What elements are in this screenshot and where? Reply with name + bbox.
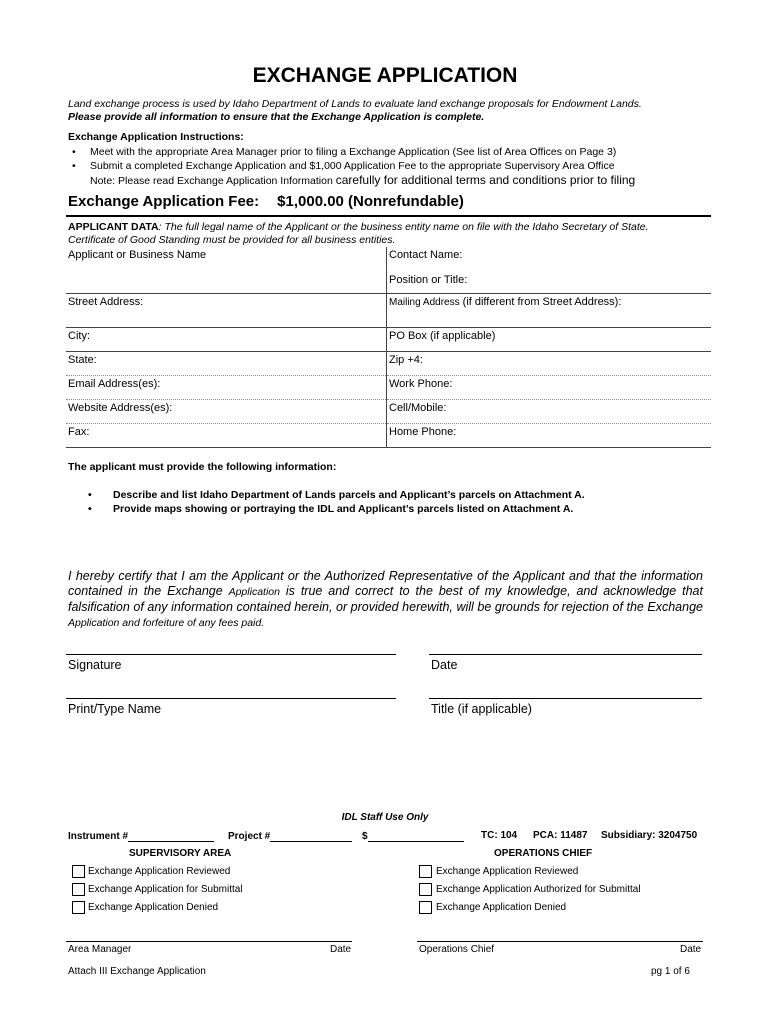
checkbox-label: Exchange Application Denied bbox=[88, 902, 219, 913]
ops-chief-label: Operations Chief bbox=[419, 944, 495, 955]
po-box-field[interactable]: PO Box (if applicable) bbox=[387, 327, 712, 351]
fee-amount: $1,000.00 (Nonrefundable) bbox=[277, 193, 464, 210]
page-title: EXCHANGE APPLICATION bbox=[252, 64, 518, 87]
intro-line-1: Land exchange process is used by Idaho Department of Lands to evaluate land exchange proposals for Endowment Lands. bbox=[68, 98, 642, 110]
intro-text bbox=[68, 98, 718, 124]
title-line[interactable] bbox=[429, 698, 702, 699]
applicant-data-header: APPLICANT DATA: The full legal name of the Applicant or the business entity name on file with the Idaho Secretary of State. Certificate of Good Standing must be provided for all business entities. bbox=[68, 221, 649, 246]
position-field[interactable]: Position or Title: bbox=[389, 274, 468, 286]
applicant-name-field[interactable]: Applicant or Business Name bbox=[66, 247, 387, 293]
instructions-heading: Exchange Application Instructions: bbox=[68, 131, 244, 143]
tc-code: TC: 104 bbox=[481, 830, 518, 841]
instructions-list bbox=[72, 145, 616, 173]
work-phone-field[interactable]: Work Phone: bbox=[387, 375, 712, 399]
instruction-item: • Meet with the appropriate Area Manager prior to filing a Exchange Application (See list of Area Offices on Page 3) bbox=[72, 146, 617, 158]
requirement-item: • Describe and list Idaho Department of Lands parcels and Applicant’s parcels on Attachment A. bbox=[88, 489, 585, 501]
ops-chief-date-label: Date bbox=[680, 944, 702, 955]
checkbox-area-denied[interactable] bbox=[72, 901, 85, 914]
requirement-item: • Provide maps showing or portraying the IDL and Applicant’s parcels listed on Attachment A. bbox=[88, 503, 574, 515]
zip-field[interactable]: Zip +4: bbox=[387, 351, 712, 375]
print-name-label: Print/Type Name bbox=[68, 702, 162, 716]
certification-statement: I hereby certify that I am the Applicant or the Authorized Representative of the Applicant and that the information contained in the Exchange Application is true and correct to the best of my knowledge, and acknowledge that falsification of any information contained herein, or provided herewith, will be grounds for rejection of the Exchange Application and forfeiture of any fees paid. bbox=[68, 569, 703, 629]
ops-chief-line[interactable] bbox=[417, 941, 703, 942]
area-manager-label: Area Manager bbox=[68, 944, 132, 955]
checkbox-ops-authorized[interactable] bbox=[419, 883, 432, 896]
pca-code: PCA: 11487 bbox=[533, 830, 588, 841]
area-manager-date-label: Date bbox=[330, 944, 352, 955]
checkbox-label: Exchange Application Reviewed bbox=[436, 866, 579, 877]
area-manager-line[interactable] bbox=[66, 941, 352, 942]
date-label: Date bbox=[431, 658, 458, 672]
instrument-field[interactable]: Instrument # bbox=[68, 830, 214, 842]
divider bbox=[66, 215, 711, 217]
fee-label: Exchange Application Fee: bbox=[68, 193, 260, 210]
intro-line-2: Please provide all information to ensure that the Exchange Application is complete. bbox=[68, 111, 485, 123]
application-fee bbox=[68, 193, 464, 210]
page-number: pg 1 of 6 bbox=[651, 966, 690, 977]
checkbox-area-submittal[interactable] bbox=[72, 883, 85, 896]
mailing-address-field[interactable]: Mailing Address (if different from Street Address): bbox=[387, 293, 712, 327]
requirements-list bbox=[88, 488, 585, 516]
cell-phone-field[interactable]: Cell/Mobile: bbox=[387, 399, 712, 423]
instructions-note: Note: Please read Exchange Application Information carefully for additional terms and conditions prior to filing bbox=[90, 173, 636, 187]
fax-field[interactable]: Fax: bbox=[66, 423, 387, 447]
street-address-field[interactable]: Street Address: bbox=[66, 293, 387, 327]
email-field[interactable]: Email Address(es): bbox=[66, 375, 387, 399]
checkbox-label: Exchange Application Reviewed bbox=[88, 866, 231, 877]
signature-label: Signature bbox=[68, 658, 122, 672]
checkbox-label: Exchange Application for Submittal bbox=[88, 884, 243, 895]
project-field[interactable]: Project # bbox=[228, 830, 352, 842]
website-field[interactable]: Website Address(es): bbox=[66, 399, 387, 423]
footer-doc-name: Attach III Exchange Application bbox=[68, 966, 206, 977]
staff-use-heading: IDL Staff Use Only bbox=[341, 812, 429, 823]
instruction-item: • Submit a completed Exchange Application and $1,000 Application Fee to the appropriate Supervisory Area Office bbox=[72, 160, 615, 172]
title-label: Title (if applicable) bbox=[431, 702, 532, 716]
supervisory-area-heading: SUPERVISORY AREA bbox=[129, 848, 232, 859]
checkbox-area-reviewed[interactable] bbox=[72, 865, 85, 878]
checkbox-label: Exchange Application Denied bbox=[436, 902, 567, 913]
signature-line[interactable] bbox=[66, 654, 396, 655]
city-field[interactable]: City: bbox=[66, 327, 387, 351]
contact-name-field[interactable]: Contact Name: Position or Title: bbox=[387, 247, 712, 293]
checkbox-ops-reviewed[interactable] bbox=[419, 865, 432, 878]
home-phone-field[interactable]: Home Phone: bbox=[387, 423, 712, 447]
amount-field[interactable]: $ bbox=[362, 830, 464, 842]
operations-chief-heading: OPERATIONS CHIEF bbox=[494, 848, 593, 859]
checkbox-ops-denied[interactable] bbox=[419, 901, 432, 914]
date-line[interactable] bbox=[429, 654, 702, 655]
state-field[interactable]: State: bbox=[66, 351, 387, 375]
checkbox-label: Exchange Application Authorized for Submittal bbox=[436, 884, 641, 895]
subsidiary-code: Subsidiary: 3204750 bbox=[601, 830, 698, 841]
requirements-heading: The applicant must provide the following information: bbox=[68, 461, 337, 473]
print-name-line[interactable] bbox=[66, 698, 396, 699]
applicant-form bbox=[66, 247, 711, 448]
